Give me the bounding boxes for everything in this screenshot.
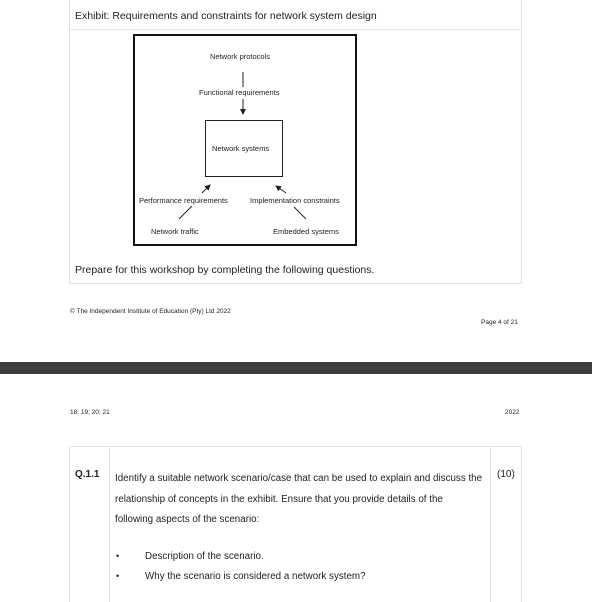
page-break-band (0, 362, 592, 374)
bullet-dot-2: • (116, 571, 120, 581)
footer-copyright: © The Independent Institute of Education (Pty) Ltd 2022 (70, 308, 231, 315)
q-table-col-divider-2 (490, 446, 491, 602)
line-traffic-to-performance (179, 206, 192, 219)
line-embedded-to-implementation (294, 207, 306, 219)
diagram-label-network-systems: Network systems (212, 144, 270, 153)
diagram-label-functional-requirements: Functional requirements (199, 88, 280, 97)
arrow-performance-to-systems (202, 185, 210, 193)
header-weeks: 18; 19; 20; 21 (70, 409, 110, 416)
q-table-border-top (69, 446, 522, 447)
question-number: Q.1.1 (75, 469, 100, 480)
diagram-label-performance-requirements: Performance requirements (139, 196, 228, 205)
prepare-instruction: Prepare for this workshop by completing the following questions. (75, 264, 375, 276)
exhibit-title: Exhibit: Requirements and constraints for network system design (75, 10, 377, 22)
q-table-border-right (521, 446, 522, 602)
q-table-col-divider-1 (109, 446, 110, 602)
diagram-label-network-traffic: Network traffic (151, 227, 199, 236)
bullet-text-2: Why the scenario is considered a network system? (145, 571, 366, 582)
diagram-label-embedded-systems: Embedded systems (273, 227, 339, 236)
footer-page-number: Page 4 of 21 (481, 319, 518, 326)
q-table-border-left (69, 446, 70, 602)
diagram-arrows (0, 0, 592, 290)
diagram-label-implementation-constraints: Implementation constraints (250, 196, 340, 205)
bullet-text-1: Description of the scenario. (145, 551, 264, 562)
question-marks: (10) (497, 469, 515, 480)
arrow-implementation-to-systems (276, 186, 286, 193)
bullet-dot-1: • (116, 551, 120, 561)
header-year: 2022 (505, 409, 520, 416)
question-text: Identify a suitable network scenario/case that can be used to explain and discuss the relationship of concepts in the exhibit. Ensure that you provide details of the following aspects of the scenario: (115, 473, 483, 525)
diagram-label-network-protocols: Network protocols (210, 52, 271, 61)
